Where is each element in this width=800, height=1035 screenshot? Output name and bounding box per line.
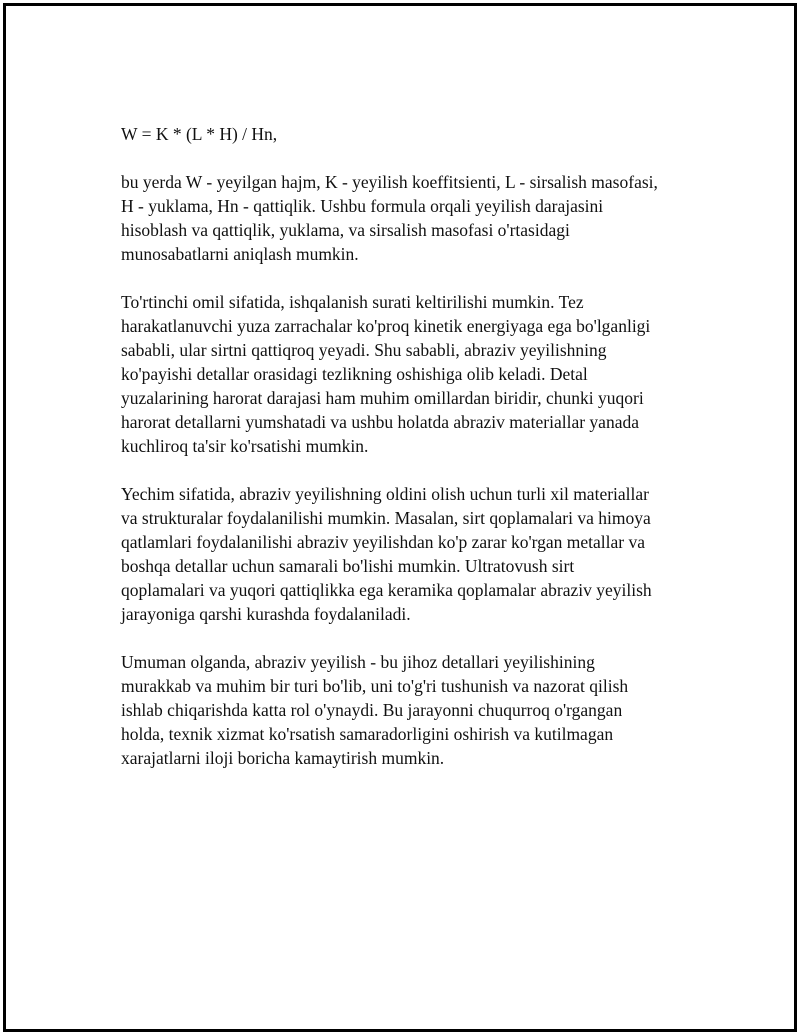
paragraph-conclusion: Umuman olganda, abraziv yeyilish - bu jihoz detallari yeyilishining murakkab va muhim bir turi bo'lib, uni to'g'ri tushunish va nazorat qilish ishlab chiqarishda katta rol o'ynaydi. Bu jarayonni chuqurroq o'rgangan holda, texnik xizmat ko'rsatish samaradorligini oshirish va kutilmagan xarajatlarni iloji boricha kamaytirish mumkin. <box>121 652 629 768</box>
paragraph-formula-explanation: bu yerda W - yeyilgan hajm, K - yeyilish koeffitsienti, L - sirsalish masofasi, H - yuklama, Hn - qattiqlik. Ushbu formula orqali yeyilish darajasini hisoblash va qattiqlik, yuklama, va sirsalish masofasi o'rtasidagi munosabatlarni aniqlash mumkin. <box>121 172 658 264</box>
page-frame <box>3 3 797 1032</box>
formula-line: W = K * (L * H) / Hn, <box>121 124 278 144</box>
document-body <box>121 122 701 794</box>
paragraph-solution: Yechim sifatida, abraziv yeyilishning oldini olish uchun turli xil materiallar va strukturalar foydalanilishi mumkin. Masalan, sirt qoplamalari va himoya qatlamlari foydalanilishi abraziv yeyilishdan ko'p zarar ko'rgan metallar va boshqa detallar uchun samarali bo'lishi mumkin. Ultratovush sirt qoplamalari va yuqori qattiqlikka ega keramika qoplamalar abraziv yeyilish jarayoniga qarshi kurashda foydalaniladi. <box>121 484 652 624</box>
paragraph-fourth-factor: To'rtinchi omil sifatida, ishqalanish surati keltirilishi mumkin. Tez harakatlanuvchi yuza zarrachalar ko'proq kinetik energiyaga ega bo'lganligi sababli, ular sirtni qattiqroq yeyadi. Shu sababli, abraziv yeyilishning ko'payishi detallar orasidagi tezlikning oshishiga olib keladi. Detal yuzalarining harorat darajasi ham muhim omillardan biridir, chunki yuqori harorat detallarni yumshatadi va ushbu holatda abraziv materiallar yanada kuchliroq ta'sir ko'rsatishi mumkin. <box>121 292 651 456</box>
